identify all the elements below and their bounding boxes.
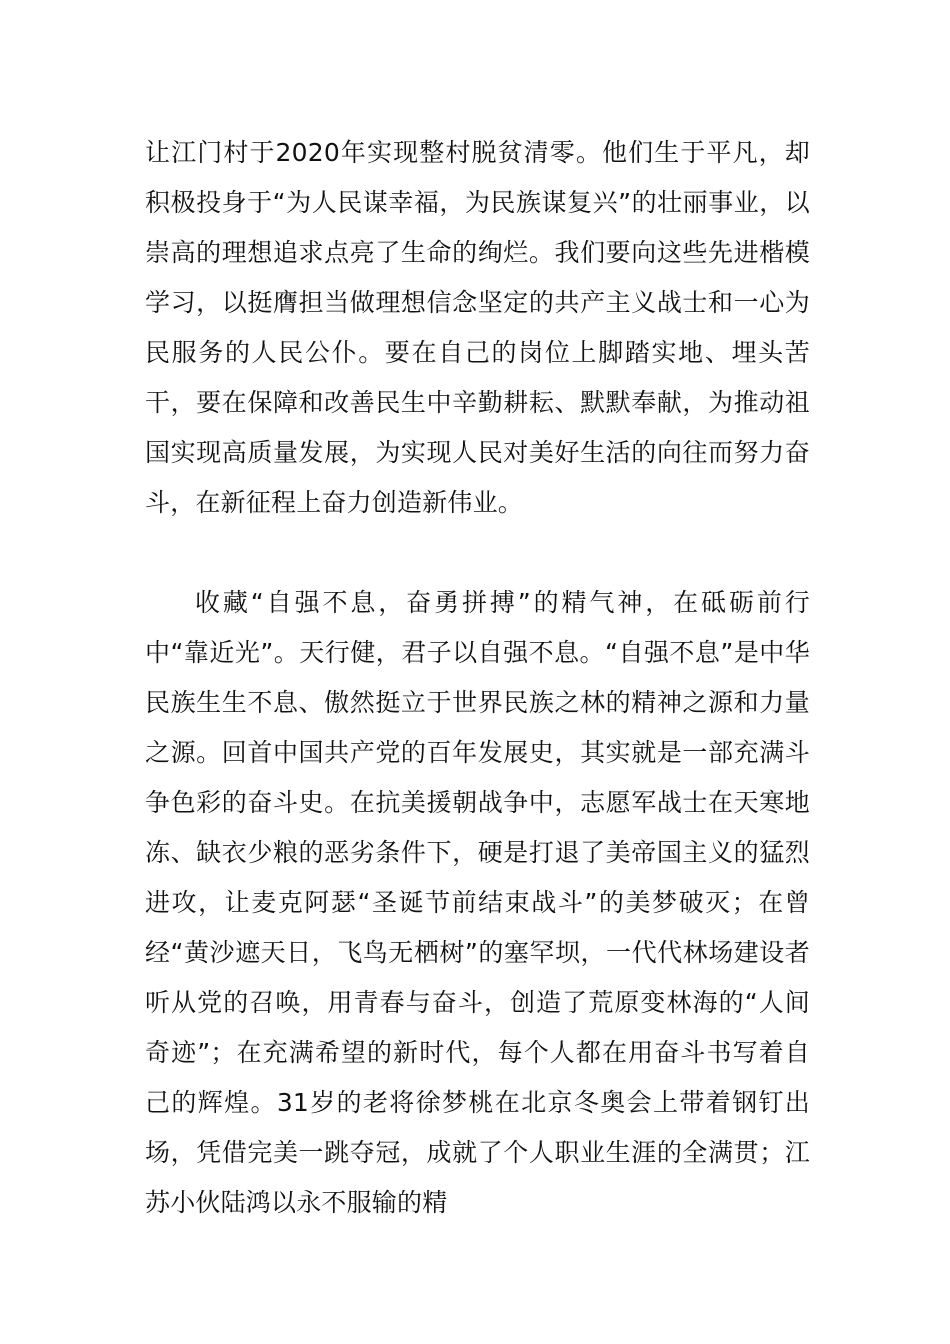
paragraph-1: 让江门村于2020年实现整村脱贫清零。他们生于平凡，却积极投身于“为人民谋幸福，为民族谋复兴”的壮丽事业，以崇高的理想追求点亮了生命的绚烂。我们要向这些先进楷模学习，以挺膺担当做理想信念坚定的共产主义战士和一心为民服务的人民公仆。要在自己的岗位上脚踏实地、埋头苦干，要在保障和改善民生中辛勤耕耘、默默奉献，为推动祖国实现高质量发展，为实现人民对美好生活的向往而努力奋斗，在新征程上奋力创造新伟业。	[145, 138, 810, 517]
paragraph-2: 收藏“自强不息，奋勇拼搏”的精气神，在砥砺前行中“靠近光”。天行健，君子以自强不息。“自强不息”是中华民族生生不息、傲然挺立于世界民族之林的精神之源和力量之源。回首中国共产党的百年发展史，其实就是一部充满斗争色彩的奋斗史。在抗美援朝战争中，志愿军战士在天寒地冻、缺衣少粮的恶劣条件下，硬是打退了美帝国主义的猛烈进攻，让麦克阿瑟“圣诞节前结束战斗”的美梦破灭；在曾经“黄沙遮天日，飞鸟无栖树”的塞罕坝，一代代林场建设者听从党的召唤，用青春与奋斗，创造了荒原变林海的“人间奇迹”；在充满希望的新时代，每个人都在用奋斗书写着自己的辉煌。31岁的老将徐梦桃在北京冬奥会上带着钢钉出场，凭借完美一跳夺冠，成就了个人职业生涯的全满贯；江苏小伙陆鸿以永不服输的精	[145, 588, 810, 1217]
